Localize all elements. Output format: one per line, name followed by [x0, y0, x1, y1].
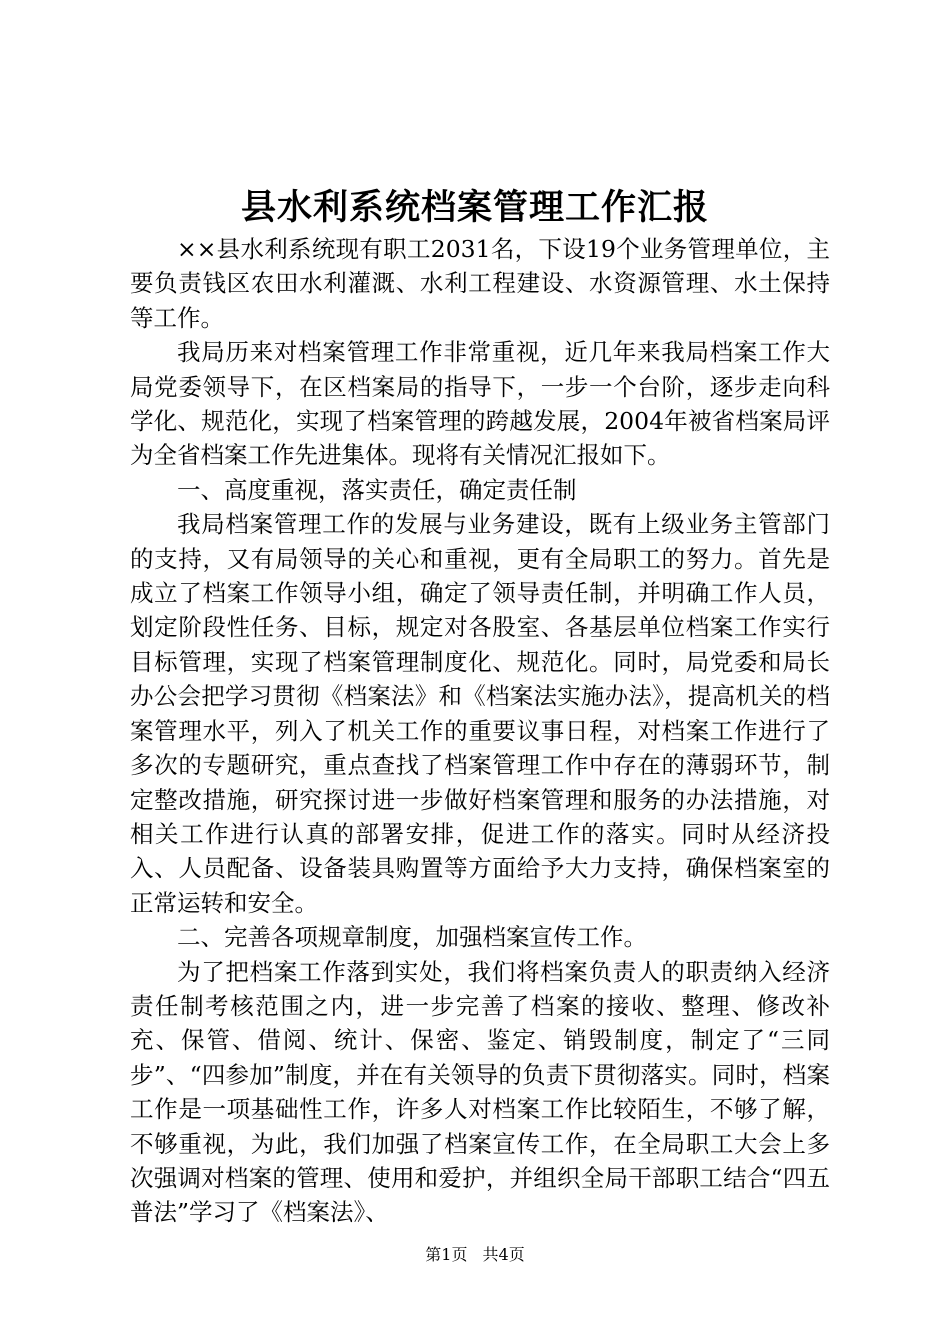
section-2-body: 为了把档案工作落到实处，我们将档案负责人的职责纳入经济责任制考核范围之内，进一步完善了档案的接收、整理、修改补充、保管、借阅、统计、保密、鉴定、销毁制度，制定了“三同步”、“四参加”制度，并在有关领导的负责下贯彻落实。同时，档案工作是一项基础性工作，许多人对档案工作比较陌生，不够了解，不够重视，为此，我们加强了档案宣传工作，在全局职工大会上多次强调对档案的管理、使用和爱护，并组织全局干部职工结合“四五普法”学习了《档案法》、: [130, 957, 830, 1227]
page-number: 第1页: [425, 1245, 468, 1264]
intro-paragraph-2: 我局历来对档案管理工作非常重视，近几年来我局档案工作大局党委领导下，在区档案局的指导下，一步一个台阶，逐步走向科学化、规范化，实现了档案管理的跨越发展，2004年被省档案局评为全省档案工作先进集体。现将有关情况汇报如下。: [130, 338, 830, 470]
document-body: [130, 232, 830, 1230]
section-1-body: 我局档案管理工作的发展与业务建设，既有上级业务主管部门的支持，又有局领导的关心和重视，更有全局职工的努力。首先是成立了档案工作领导小组，确定了领导责任制，并明确工作人员，划定阶段性任务、目标，规定对各股室、各基层单位档案工作实行目标管理，实现了档案管理制度化、规范化。同时，局党委和局长办公会把学习贯彻《档案法》和《档案法实施办法》，提高机关的档案管理水平，列入了机关工作的重要议事日程，对档案工作进行了多次的专题研究，重点查找了档案管理工作中存在的薄弱环节，制定整改措施，研究探讨进一步做好档案管理和服务的办法措施，对相关工作进行认真的部署安排，促进工作的落实。同时从经济投入、人员配备、设备装具购置等方面给予大力支持，确保档案室的正常运转和安全。: [130, 510, 830, 917]
intro-paragraph-1: ××县水利系统现有职工2031名，下设19个业务管理单位，主要负责钱区农田水利灌溉、水利工程建设、水资源管理、水土保持等工作。: [130, 235, 830, 332]
document-title: 县水利系统档案管理工作汇报: [240, 187, 709, 228]
page-footer: [0, 1244, 950, 1266]
section-1-heading: 一、高度重视，落实责任，确定责任制: [177, 475, 577, 504]
page-total: 共4页: [482, 1245, 525, 1264]
section-2-heading: 二、完善各项规章制度，加强档案宣传工作。: [177, 923, 647, 952]
